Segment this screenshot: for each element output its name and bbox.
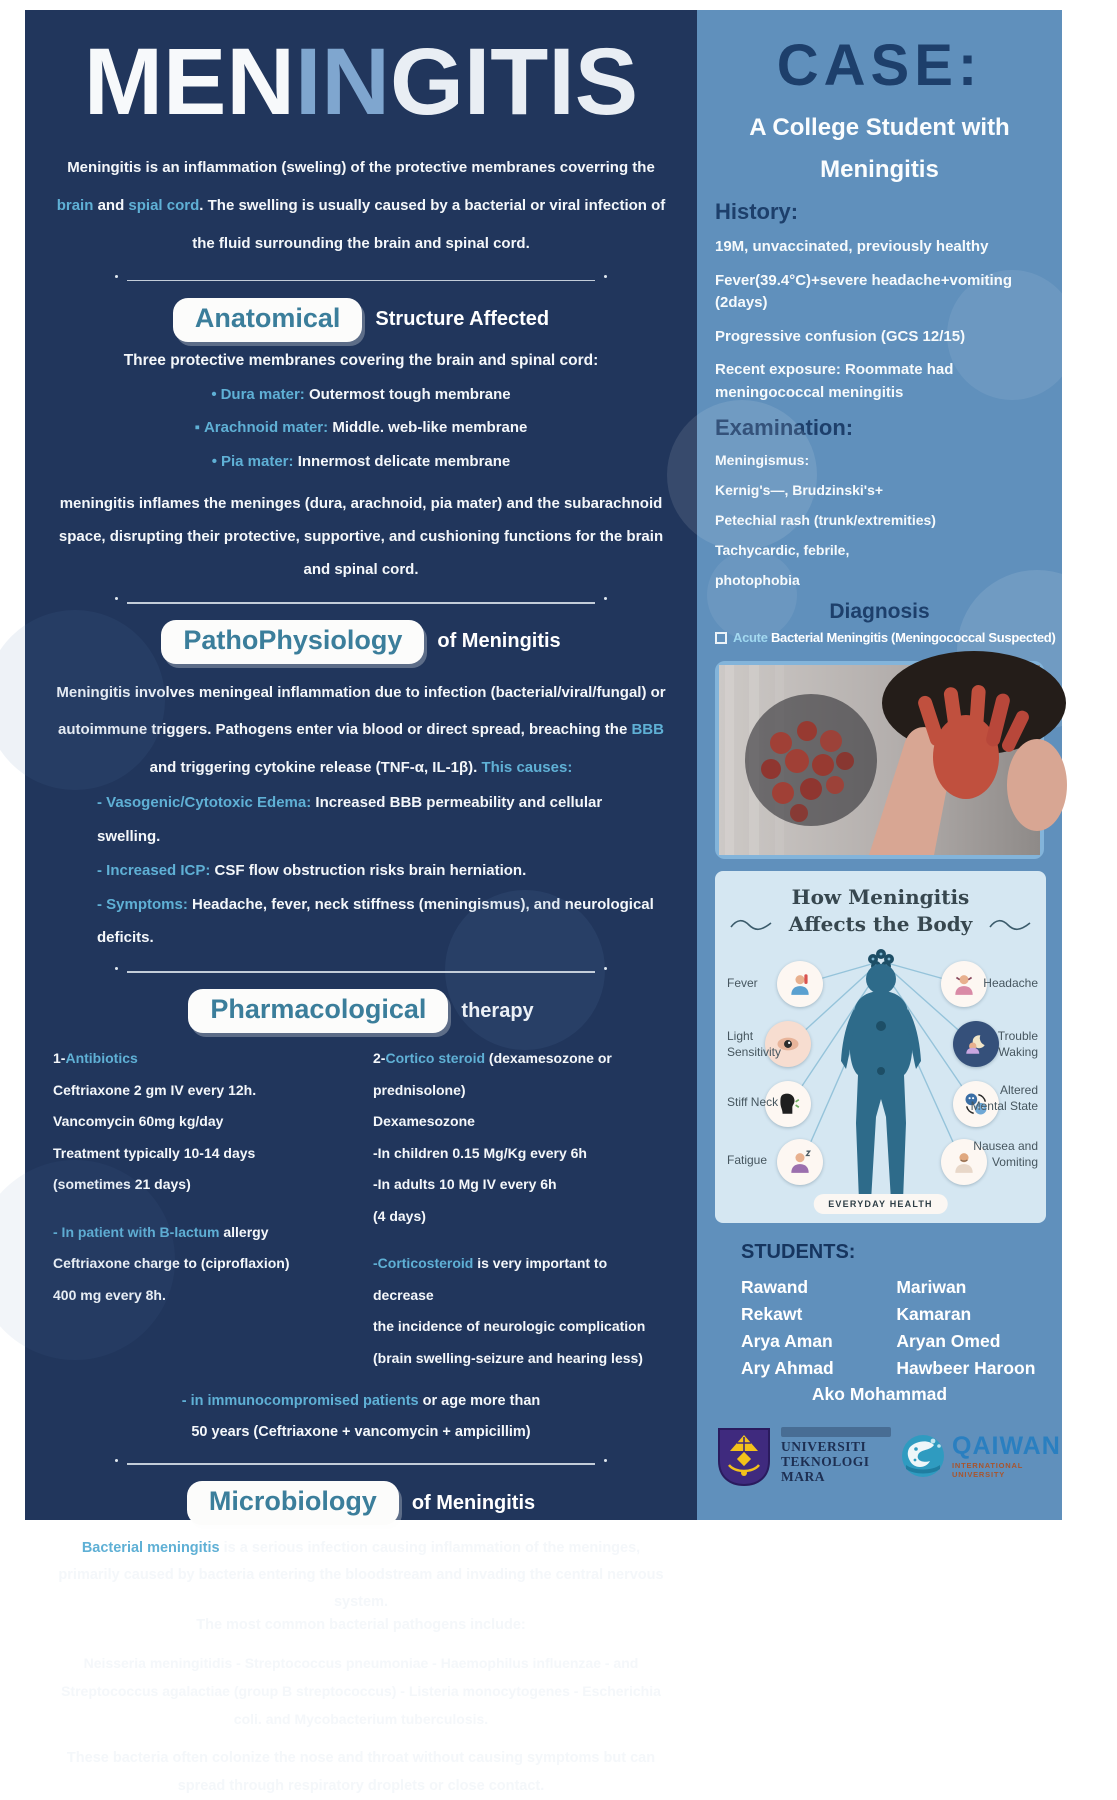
microbiology-badge: Microbiology xyxy=(187,1481,399,1525)
microbiology-suffix: of Meningitis xyxy=(411,1491,536,1514)
students-column xyxy=(741,1274,872,1383)
header-accent: Cortico steroid xyxy=(385,1050,486,1067)
header-number: 2- xyxy=(373,1050,386,1067)
exam-line: Kernig's—, Brudzinski's+ xyxy=(715,482,884,498)
line-text: allergy xyxy=(219,1223,269,1240)
bullet-text: Headache, fever, neck stiffness (meningismus), and neurological deficits. xyxy=(97,895,654,947)
pathogen-list: Neisseria meningitidis - Streptococcus pneumoniae - Haemophilus influenzae - and Streptococcus agalactiae (group B streptococcus) - Listeria monocytogenes - Escherichia coli. and Mycobacterium tuberculosis. xyxy=(61,1655,661,1728)
intro-text: and xyxy=(93,197,129,215)
uitm-shield-icon xyxy=(715,1425,773,1487)
pharmacological-section-header xyxy=(53,989,669,1033)
bullet-text: Outermost tough membrane xyxy=(304,385,511,403)
corticosteroid-column xyxy=(373,1043,669,1374)
patho-text: and triggering cytokine release (TNF-α, IL-1β). xyxy=(149,758,482,776)
bullet-text: CSF flow obstruction risks brain herniation. xyxy=(210,861,527,879)
microbiology-lead: The most common bacterial pathogens include: xyxy=(196,1617,526,1634)
immunocompromised-note xyxy=(53,1386,669,1447)
infographic-title-line: Affects the Body xyxy=(788,912,973,936)
students-column xyxy=(896,1274,1044,1383)
history-line: Progressive confusion (GCS 12/15) xyxy=(715,327,966,345)
anatomical-section-header xyxy=(53,298,669,342)
qaiwan-wordmark xyxy=(952,1432,1061,1479)
infographic-label-fever: Fever xyxy=(727,976,758,990)
pharmacological-columns xyxy=(53,1043,669,1374)
bullet-label: Pia mater: xyxy=(220,453,294,471)
note-accent: - in immunocompromised patients xyxy=(181,1393,419,1410)
patho-accent-causes: This causes: xyxy=(481,758,573,776)
bullet-icon: ▪ xyxy=(194,419,200,437)
infographic-card xyxy=(715,871,1046,1223)
therapy-line: (brain swelling-seizure and hearing less) xyxy=(373,1349,643,1366)
exam-line: Tachycardic, febrile, xyxy=(715,542,850,558)
list-item xyxy=(97,854,669,888)
bullet-icon: • xyxy=(211,385,217,403)
list-item xyxy=(97,888,669,956)
header-rest: (dexamesozone or prednisolone) xyxy=(373,1050,612,1098)
meningitis-poster xyxy=(25,10,1062,1794)
column-header xyxy=(373,1043,669,1106)
patho-text: Meningitis involves meningeal inflammation due to infection (bacterial/viral/fungal) or autoimmune triggers. Pathogens enter via blood or direct spread, breaching the xyxy=(56,683,666,739)
therapy-line: Dexamesozone xyxy=(373,1113,475,1130)
case-heading: CASE: xyxy=(776,33,983,98)
infographic-label-headache: Headache xyxy=(983,976,1038,990)
bullet-text: Middle. web-like membrane xyxy=(328,419,528,437)
headache-photo xyxy=(715,661,1044,859)
bullet-text: Increased BBB permeability and cellular swelling. xyxy=(97,794,603,846)
therapy-line xyxy=(53,1217,349,1249)
anatomical-badge: Anatomical xyxy=(173,298,363,342)
line-accent: - In patient with B-lactum xyxy=(53,1223,220,1240)
history-line: Fever(39.4°C)+severe headache+vomiting (2days) xyxy=(715,271,1012,311)
therapy-line: the incidence of neurologic complication xyxy=(373,1318,646,1335)
title-part: GITIS xyxy=(390,29,639,135)
bullet-label: Dura mater: xyxy=(220,385,305,403)
pharmacological-suffix: therapy xyxy=(461,999,534,1022)
therapy-line: 400 mg every 8h. xyxy=(53,1286,166,1303)
therapy-line: Ceftriaxone 2 gm IV every 12h. xyxy=(53,1081,257,1098)
student-name: Ary Ahmad xyxy=(741,1358,834,1379)
line-text: is very important to decrease xyxy=(373,1255,608,1303)
list-item xyxy=(97,786,669,854)
poster-title xyxy=(53,29,669,135)
students-heading: STUDENTS: xyxy=(741,1241,856,1263)
infographic-label-fatigue: Fatigue xyxy=(727,1153,768,1167)
bullet-label: Arachnoid mater: xyxy=(203,419,329,437)
decorative-bubble xyxy=(707,550,797,640)
microbiology-section-header xyxy=(53,1481,669,1525)
headache-photo-graphic xyxy=(719,665,1040,855)
pathophysiology-section-header xyxy=(53,620,669,664)
qaiwan-logo xyxy=(900,1432,1061,1479)
micro-text: is a serious infection causing inflammation of the meninges, primarily caused by bacteria entering the bloodstream and invading the central nervous system. xyxy=(58,1540,664,1610)
squiggle-icon xyxy=(729,917,773,933)
student-name: Ako Mohammad xyxy=(811,1383,948,1404)
note-text: or age more than xyxy=(418,1393,541,1410)
therapy-line xyxy=(373,1248,669,1311)
case-panel xyxy=(697,10,1062,1520)
micro-accent: Bacterial meningitis xyxy=(81,1540,220,1557)
column-header xyxy=(53,1043,349,1075)
therapy-line: Treatment typically 10-14 days xyxy=(53,1144,256,1161)
qaiwan-globe-icon xyxy=(900,1433,946,1479)
history-line: Recent exposure: Roommate had meningococcal meningitis xyxy=(715,361,954,401)
list-item xyxy=(53,445,669,479)
main-content-panel xyxy=(25,10,697,1794)
bullet-label: - Symptoms: xyxy=(97,895,188,913)
header-number: 1- xyxy=(53,1050,66,1067)
infographic-label-stiff-neck: Stiff Neck xyxy=(727,1095,779,1109)
case-subtitle: A College Student with Meningitis xyxy=(749,114,1010,183)
intro-paragraph xyxy=(53,149,669,264)
exam-line: photophobia xyxy=(715,572,800,588)
students-list xyxy=(741,1274,1044,1383)
infographic-title-line: How Meningitis xyxy=(791,885,970,909)
therapy-line: (sometimes 21 days) xyxy=(53,1176,191,1193)
list-item xyxy=(53,411,669,445)
diagnosis-accent: Acute xyxy=(733,630,771,645)
microbiology-footer: These bacteria often colonize the nose and throat without causing symptoms but can spread through respiratory droplets or close contact. xyxy=(66,1750,656,1794)
intro-accent-brain: brain xyxy=(56,197,94,215)
uitm-text-line: MARA xyxy=(781,1469,825,1485)
student-name: Mariwan Kamaran xyxy=(896,1277,972,1325)
therapy-line: Vancomycin 60mg kg/day xyxy=(53,1113,224,1130)
bullet-text: Innermost delicate membrane xyxy=(293,453,511,471)
intro-text: . The swelling is usually caused by a bacterial or viral infection of the fluid surrounding the brain and spinal cord. xyxy=(192,197,666,253)
qaiwan-subtitle: INTERNATIONAL UNIVERSITY xyxy=(952,1461,1023,1479)
section-divider xyxy=(106,965,616,979)
history-line: 19M, unvaccinated, previously healthy xyxy=(715,238,989,255)
examination-heading: Examination: xyxy=(715,415,854,440)
intro-accent-spinal-cord: spial cord xyxy=(128,197,200,215)
list-item xyxy=(53,378,669,412)
uitm-logo xyxy=(715,1425,891,1487)
student-name: Arya Aman xyxy=(741,1331,833,1352)
diagnosis-heading: Diagnosis xyxy=(829,600,930,623)
pathophysiology-bullet-list xyxy=(53,786,669,955)
uitm-wordmark xyxy=(781,1427,891,1484)
everyday-health-logo: EVERYDAY HEALTH xyxy=(813,1194,948,1214)
corticosteroid-importance-block xyxy=(373,1248,669,1374)
note-line2: 50 years (Ceftriaxone + vancomycin + ampicillim) xyxy=(191,1423,531,1440)
therapy-line: Ceftriaxone charge to (ciproflaxion) xyxy=(53,1255,290,1272)
checkbox-icon xyxy=(715,632,727,644)
pathophysiology-suffix: of Meningitis xyxy=(437,630,561,653)
anatomical-lead: Three protective membranes covering the brain and spinal cord: xyxy=(123,351,599,369)
therapy-line: -In adults 10 Mg IV every 6h xyxy=(373,1176,557,1193)
line-accent: -Corticosteroid xyxy=(373,1255,474,1272)
anatomical-footer: meningitis inflames the meninges (dura, arachnoid, pia mater) and the subarachnoid space, disrupting their protective, supportive, and cushioning functions for the brain and spinal cord. xyxy=(58,494,664,578)
bullet-label: - Vasogenic/Cytotoxic Edema: xyxy=(97,794,312,812)
section-divider xyxy=(106,1457,616,1471)
patho-accent-bbb: BBB xyxy=(631,721,664,739)
microbiology-paragraph xyxy=(53,1535,669,1615)
infographic-label-nausea-vomiting: Nausea and Vomiting xyxy=(973,1139,1038,1169)
student-name: Aryan Omed xyxy=(896,1331,1001,1352)
exam-line: Meningismus: xyxy=(715,452,810,468)
antibiotics-column xyxy=(53,1043,349,1374)
bullet-label: - Increased ICP: xyxy=(97,861,211,879)
infographic-label-light-sensitivity: Light Sensitivity xyxy=(727,1029,782,1059)
university-logos xyxy=(715,1425,1061,1487)
anatomical-bullet-list xyxy=(53,378,669,479)
uitm-text-line: UNIVERSITI xyxy=(781,1438,867,1454)
infographic-label-altered-mental-state: Altered Mental State xyxy=(970,1083,1038,1113)
exam-line: Petechial rash (trunk/extremities) xyxy=(715,512,936,528)
section-divider xyxy=(106,596,616,610)
pathophysiology-paragraph xyxy=(53,674,669,787)
header-accent: Antibiotics xyxy=(65,1050,138,1067)
anatomical-suffix: Structure Affected xyxy=(375,308,550,331)
student-name: Rawand Rekawt xyxy=(741,1277,809,1325)
therapy-line: (4 days) xyxy=(373,1207,426,1224)
title-part: IN xyxy=(295,29,391,135)
section-divider xyxy=(106,274,616,288)
title-part: MEN xyxy=(83,29,296,135)
diagnosis-line xyxy=(715,630,1056,645)
uitm-text-line: TEKNOLOGI xyxy=(781,1453,870,1469)
pharmacological-badge: Pharmacological xyxy=(188,989,448,1033)
diagnosis-text: Bacterial Meningitis (Meningococcal Suspected) xyxy=(770,630,1056,645)
intro-text: Meningitis is an inflammation (sweling) of the protective membranes coverring the xyxy=(67,158,655,176)
pathophysiology-badge: PathoPhysiology xyxy=(161,620,424,664)
uitm-script-smudge xyxy=(781,1427,891,1437)
qaiwan-name: QAIWAN xyxy=(952,1432,1061,1460)
infographic-label-trouble-waking: Trouble Waking xyxy=(997,1029,1038,1059)
b-lactam-allergy-block xyxy=(53,1217,349,1312)
bullet-icon: • xyxy=(211,453,217,471)
therapy-line: -In children 0.15 Mg/Kg every 6h xyxy=(373,1144,587,1161)
history-heading: History: xyxy=(715,199,799,224)
squiggle-icon xyxy=(988,917,1032,933)
student-name: Hawbeer Haroon xyxy=(896,1358,1036,1379)
